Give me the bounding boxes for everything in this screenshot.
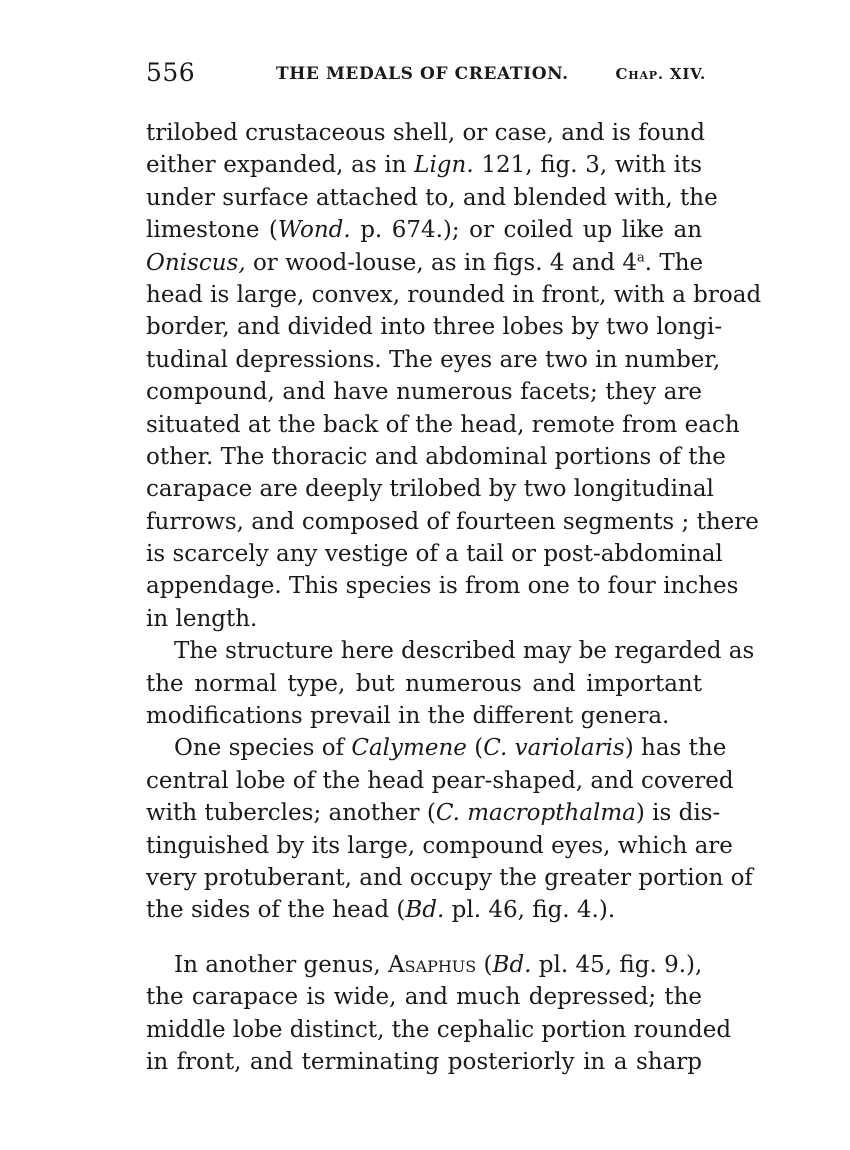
text-line: furrows, and composed of fourteen segments ; there: [146, 508, 759, 535]
text-line: the normal type, but numerous and important: [146, 670, 702, 697]
page-header: [146, 58, 706, 92]
text-line: In another genus, Asaphus (Bd. pl. 45, fig. 9.),: [174, 951, 703, 978]
text-line: central lobe of the head pear-shaped, and covered: [146, 767, 734, 794]
text-line: tinguished by its large, compound eyes, which are: [146, 832, 733, 859]
text-line: modifications prevail in the different genera.: [146, 703, 670, 730]
text-line: The structure here described may be regarded as: [174, 638, 755, 665]
paragraph: [146, 117, 762, 635]
text-line: the carapace is wide, and much depressed; the: [146, 984, 702, 1011]
text-line: head is large, convex, rounded in front, with a broad: [146, 281, 762, 308]
text-line: is scarcely any vestige of a tail or post-abdominal: [146, 541, 723, 568]
text-line: in front, and terminating posteriorly in a sharp: [146, 1048, 702, 1075]
text-line: compound, and have numerous facets; they are: [146, 379, 702, 406]
text-line: the sides of the head (Bd. pl. 46, fig. 4.).: [146, 897, 616, 924]
page-number: 556: [146, 58, 196, 87]
text-line: Oniscus, or wood-louse, as in figs. 4 and 4$^a$. The: [146, 249, 704, 276]
text-line: either expanded, as in Lign. 121, fig. 3, with its: [146, 152, 702, 179]
text-line: appendage. This species is from one to four inches: [146, 573, 739, 600]
text-line: limestone (Wond. p. 674.); or coiled up like an: [146, 217, 703, 244]
text-line: One species of Calymene (C. variolaris) has the: [174, 735, 727, 762]
text-line: trilobed crustaceous shell, or case, and is found: [146, 120, 705, 146]
text-line: other. The thoracic and abdominal portions of the: [146, 443, 726, 470]
paragraph: [146, 732, 753, 926]
text-line: in length.: [146, 605, 258, 632]
text-line: very protuberant, and occupy the greater portion of: [146, 864, 753, 891]
text-line: with tubercles; another (C. macropthalma) is dis-: [146, 800, 721, 827]
section-gap: [146, 927, 702, 949]
text-line: under surface attached to, and blended with, the: [146, 184, 718, 211]
text-line: border, and divided into three lobes by two longi-: [146, 314, 723, 341]
chapter-label: Chap. XIV.: [615, 65, 706, 83]
running-title: THE MEDALS OF CREATION.: [276, 64, 569, 84]
text-line: tudinal depressions. The eyes are two in number,: [146, 346, 721, 373]
paragraph: [146, 949, 732, 1079]
text-line: carapace are deeply trilobed by two longitudinal: [146, 476, 714, 503]
text-line: middle lobe distinct, the cephalic portion rounded: [146, 1016, 732, 1043]
body-text: [146, 117, 762, 1078]
paragraph: [146, 635, 755, 732]
text-line: situated at the back of the head, remote from each: [146, 411, 740, 438]
